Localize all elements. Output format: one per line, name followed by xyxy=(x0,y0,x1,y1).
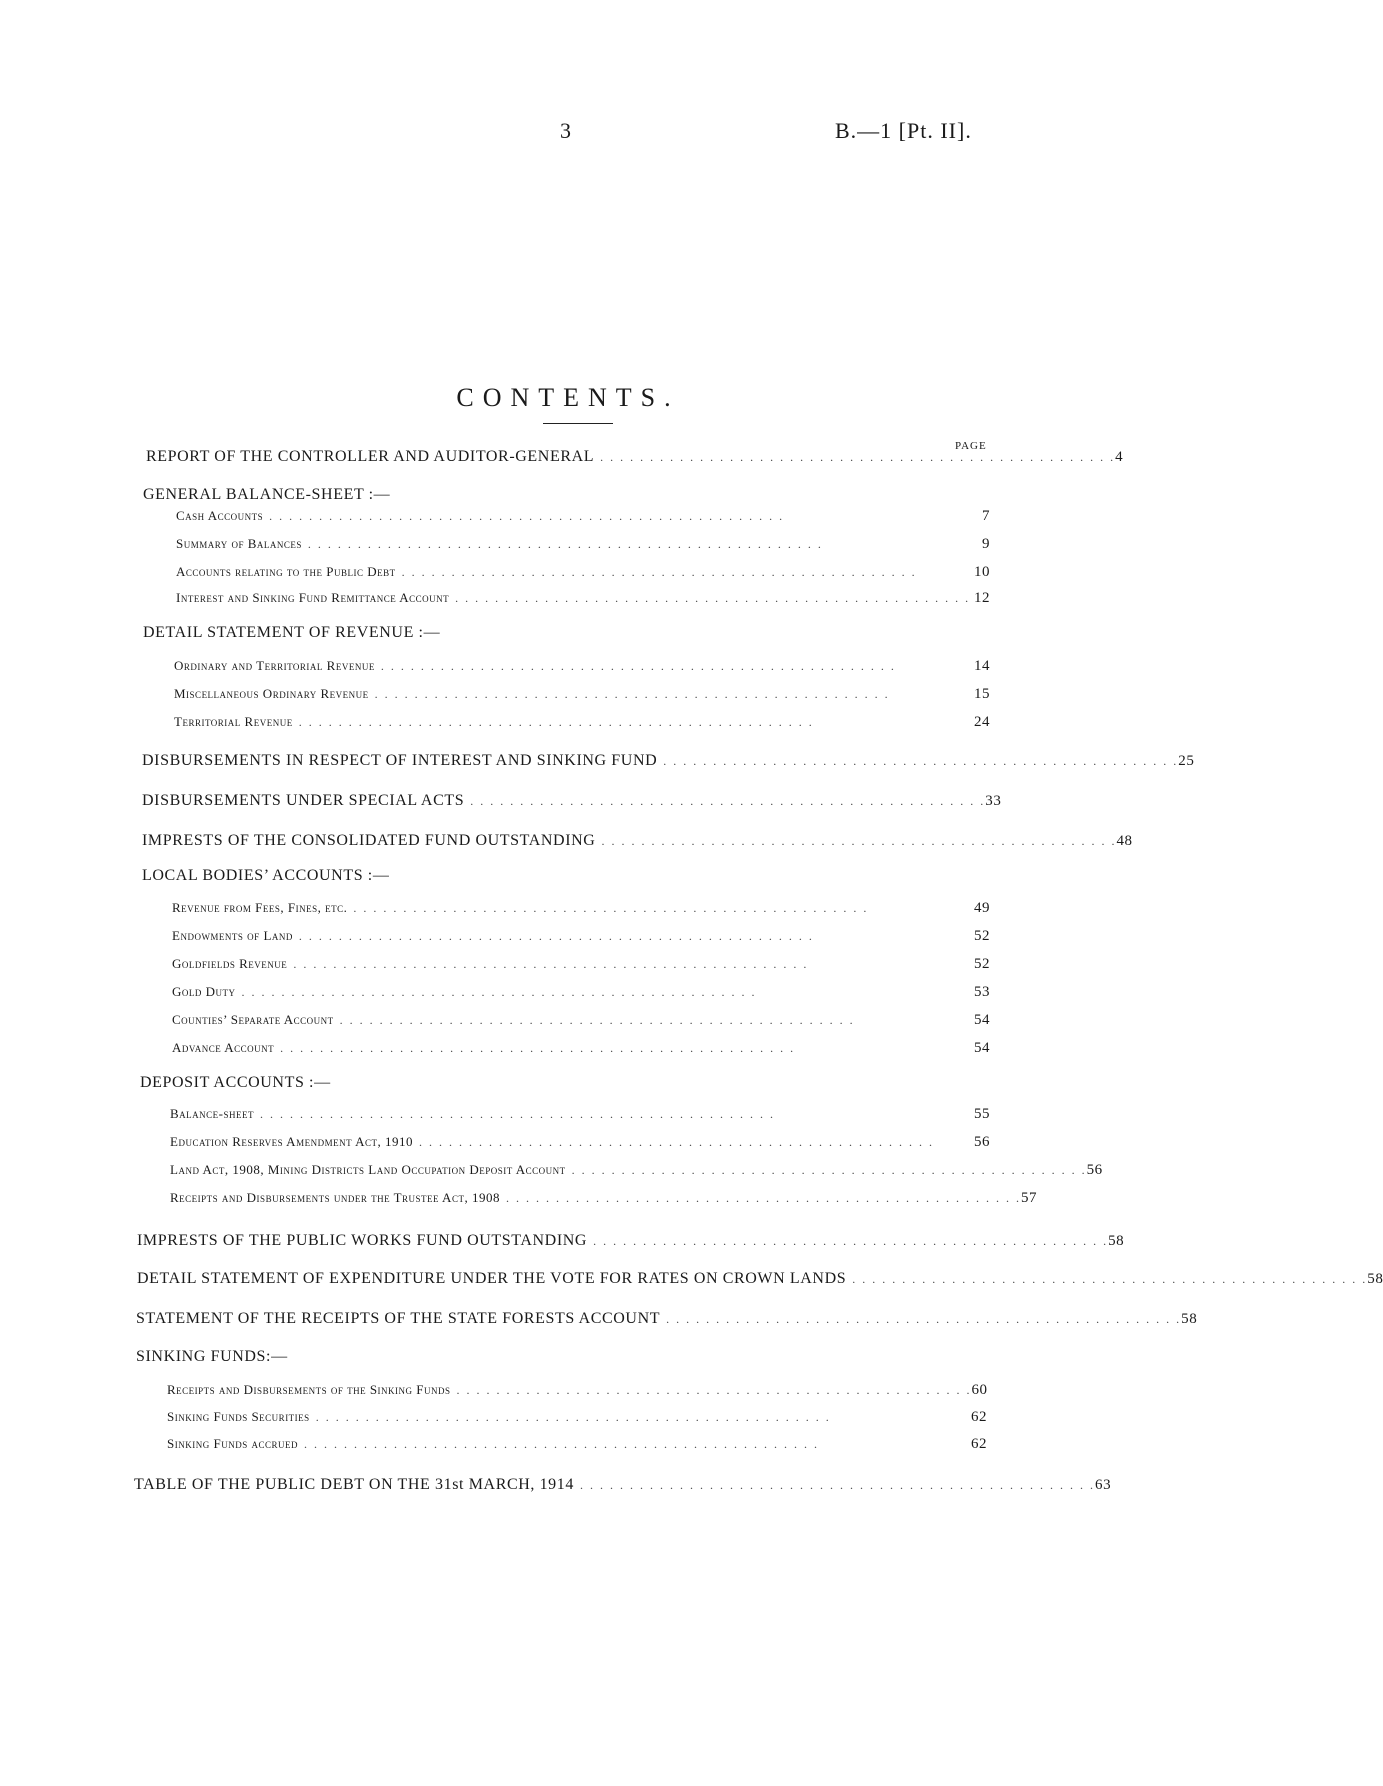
toc-entry-page: 53 xyxy=(974,984,990,1000)
toc-entry-page: 62 xyxy=(971,1409,987,1425)
dot-leader: . . . . . . . . . . . . . . . . . . . . . . . . . . . . . . . . . . . . . . . . . . . . . . . . . . . . xyxy=(280,1041,796,1055)
toc-subentry xyxy=(167,1436,987,1456)
toc-subentry xyxy=(174,714,990,734)
toc-entry xyxy=(137,1232,1125,1252)
section-heading: GENERAL BALANCE-SHEET :— xyxy=(143,486,391,503)
toc-entry xyxy=(134,1476,1112,1496)
document-reference: B.—1 [Pt. II]. xyxy=(835,118,972,143)
toc-subentry xyxy=(176,508,990,528)
toc-subentry xyxy=(167,1409,987,1429)
toc-subentry xyxy=(167,1382,987,1402)
toc-subentry xyxy=(172,1040,990,1060)
toc-entry-page: 10 xyxy=(974,564,990,580)
toc-entry-page: 48 xyxy=(1116,833,1133,849)
dot-leader: . . . . . . . . . . . . . . . . . . . . . . . . . . . . . . . . . . . . . . . . . . . . . . . . . . . . xyxy=(455,591,971,605)
toc-entry-label: IMPRESTS OF THE CONSOLIDATED FUND OUTSTANDING xyxy=(142,832,596,849)
toc-subentry xyxy=(172,984,990,1004)
toc-entry-label: Ordinary and Territorial Revenue xyxy=(174,658,375,673)
dot-leader: . . . . . . . . . . . . . . . . . . . . . . . . . . . . . . . . . . . . . . . . . . . . . . . . . . . . xyxy=(418,1135,934,1149)
toc-entry-label: Advance Account xyxy=(172,1040,275,1055)
toc-subentry xyxy=(172,900,990,920)
toc-entry-label: IMPRESTS OF THE PUBLIC WORKS FUND OUTSTANDING xyxy=(137,1232,588,1249)
dot-leader: . . . . . . . . . . . . . . . . . . . . . . . . . . . . . . . . . . . . . . . . . . . . . . . . . . . . xyxy=(456,1383,972,1397)
toc-entry-page: 52 xyxy=(974,928,990,944)
toc-entry-label: Territorial Revenue xyxy=(174,714,293,729)
toc-subentry xyxy=(176,590,990,610)
toc-entry-label: Counties’ Separate Account xyxy=(172,1012,334,1027)
toc-entry-page: 63 xyxy=(1095,1477,1112,1493)
dot-leader: . . . . . . . . . . . . . . . . . . . . . . . . . . . . . . . . . . . . . . . . . . . . . . . . . . . . xyxy=(852,1272,1368,1286)
dot-leader: . . . . . . . . . . . . . . . . . . . . . . . . . . . . . . . . . . . . . . . . . . . . . . . . . . . . xyxy=(663,754,1179,768)
toc-entry xyxy=(146,448,1124,468)
dot-leader: . . . . . . . . . . . . . . . . . . . . . . . . . . . . . . . . . . . . . . . . . . . . . . . . . . . . xyxy=(353,901,869,915)
toc-entry-page: 54 xyxy=(974,1012,990,1028)
toc-entry-page: 52 xyxy=(974,956,990,972)
toc-subentry xyxy=(170,1162,1103,1182)
toc-entry-label: Interest and Sinking Fund Remittance Account xyxy=(176,590,450,605)
toc-entry-page: 7 xyxy=(982,508,990,524)
dot-leader: . . . . . . . . . . . . . . . . . . . . . . . . . . . . . . . . . . . . . . . . . . . . . . . . . . . . xyxy=(315,1410,831,1424)
toc-entry-page: 58 xyxy=(1181,1311,1198,1327)
dot-leader: . . . . . . . . . . . . . . . . . . . . . . . . . . . . . . . . . . . . . . . . . . . . . . . . . . . . xyxy=(241,985,757,999)
dot-leader: . . . . . . . . . . . . . . . . . . . . . . . . . . . . . . . . . . . . . . . . . . . . . . . . . . . . xyxy=(260,1107,775,1121)
toc-entry-label: REPORT OF THE CONTROLLER AND AUDITOR-GENERAL xyxy=(146,448,595,465)
toc-entry-label: Goldfields Revenue xyxy=(172,956,288,971)
dot-leader: . . . . . . . . . . . . . . . . . . . . . . . . . . . . . . . . . . . . . . . . . . . . . . . . . . . . xyxy=(601,834,1117,848)
toc-entry-page: 60 xyxy=(971,1382,988,1398)
toc-entry-label: Miscellaneous Ordinary Revenue xyxy=(174,686,369,701)
toc-entry-page: 56 xyxy=(1086,1162,1103,1178)
toc-entry-page: 58 xyxy=(1367,1271,1383,1287)
toc-entry-label: Land Act, 1908, Mining Districts Land Occupation Deposit Account xyxy=(170,1162,566,1177)
toc-entry-label: Sinking Funds accrued xyxy=(167,1436,298,1451)
toc-subentry xyxy=(176,564,990,584)
toc-subentry xyxy=(172,956,990,976)
toc-entry xyxy=(137,1270,1383,1290)
toc-entry-page: 12 xyxy=(974,590,990,606)
dot-leader: . . . . . . . . . . . . . . . . . . . . . . . . . . . . . . . . . . . . . . . . . . . . . . . . . . . . xyxy=(298,929,814,943)
dot-leader: . . . . . . . . . . . . . . . . . . . . . . . . . . . . . . . . . . . . . . . . . . . . . . . . . . . . xyxy=(307,537,823,551)
toc-entry-label: Revenue from Fees, Fines, etc. xyxy=(172,900,348,915)
toc-entry xyxy=(142,832,1133,852)
dot-leader: . . . . . . . . . . . . . . . . . . . . . . . . . . . . . . . . . . . . . . . . . . . . . . . . . . . . xyxy=(666,1312,1182,1326)
dot-leader: . . . . . . . . . . . . . . . . . . . . . . . . . . . . . . . . . . . . . . . . . . . . . . . . . . . . xyxy=(580,1478,1095,1492)
toc-entry-label: Summary of Balances xyxy=(176,536,302,551)
dot-leader: . . . . . . . . . . . . . . . . . . . . . . . . . . . . . . . . . . . . . . . . . . . . . . . . . . . . xyxy=(600,450,1116,464)
page-column-label: PAGE xyxy=(955,440,987,452)
dot-leader: . . . . . . . . . . . . . . . . . . . . . . . . . . . . . . . . . . . . . . . . . . . . . . . . . . . . xyxy=(380,659,896,673)
page-number: 3 xyxy=(560,118,571,143)
dot-leader: . . . . . . . . . . . . . . . . . . . . . . . . . . . . . . . . . . . . . . . . . . . . . . . . . . . . xyxy=(401,565,917,579)
toc-entry-label: Receipts and Disbursements of the Sinking Funds xyxy=(167,1382,451,1397)
toc-entry-page: 9 xyxy=(982,536,990,552)
toc-subentry xyxy=(174,686,990,706)
toc-entry xyxy=(136,1310,1198,1330)
toc-entry-page: 58 xyxy=(1108,1233,1125,1249)
toc-entry-label: STATEMENT OF THE RECEIPTS OF THE STATE FORESTS ACCOUNT xyxy=(136,1310,661,1327)
toc-entry-page: 55 xyxy=(974,1106,990,1122)
toc-entry-label: Sinking Funds Securities xyxy=(167,1409,310,1424)
toc-entry-page: 15 xyxy=(974,686,990,702)
toc-entry-label: Cash Accounts xyxy=(176,508,264,523)
dot-leader: . . . . . . . . . . . . . . . . . . . . . . . . . . . . . . . . . . . . . . . . . . . . . . . . . . . . xyxy=(505,1191,1021,1205)
toc-entry-page: 57 xyxy=(1020,1190,1037,1206)
toc-entry-label: Education Reserves Amendment Act, 1910 xyxy=(170,1134,413,1149)
toc-entry-page: 24 xyxy=(974,714,990,730)
toc-entry xyxy=(142,792,1002,812)
section-heading: DEPOSIT ACCOUNTS :— xyxy=(140,1074,331,1091)
dot-leader: . . . . . . . . . . . . . . . . . . . . . . . . . . . . . . . . . . . . . . . . . . . . . . . . . . . . xyxy=(593,1234,1109,1248)
toc-entry-page: 62 xyxy=(971,1436,987,1452)
section-heading: LOCAL BODIES’ ACCOUNTS :— xyxy=(142,867,390,884)
title-rule xyxy=(543,423,613,424)
toc-entry-page: 56 xyxy=(974,1134,990,1150)
toc-entry-label: DETAIL STATEMENT OF EXPENDITURE UNDER THE VOTE FOR RATES ON CROWN LANDS xyxy=(137,1270,847,1287)
dot-leader: . . . . . . . . . . . . . . . . . . . . . . . . . . . . . . . . . . . . . . . . . . . . . . . . . . . . xyxy=(298,715,814,729)
dot-leader: . . . . . . . . . . . . . . . . . . . . . . . . . . . . . . . . . . . . . . . . . . . . . . . . . . . . xyxy=(571,1163,1087,1177)
toc-entry-label: Gold Duty xyxy=(172,984,236,999)
dot-leader: . . . . . . . . . . . . . . . . . . . . . . . . . . . . . . . . . . . . . . . . . . . . . . . . . . . . xyxy=(339,1013,855,1027)
dot-leader: . . . . . . . . . . . . . . . . . . . . . . . . . . . . . . . . . . . . . . . . . . . . . . . . . . . . xyxy=(293,957,809,971)
toc-subentry xyxy=(174,658,990,678)
toc-entry-page: 33 xyxy=(985,793,1002,809)
toc-entry-label: Receipts and Disbursements under the Trustee Act, 1908 xyxy=(170,1190,500,1205)
toc-entry-label: Endowments of Land xyxy=(172,928,293,943)
toc-entry-label: Balance-sheet xyxy=(170,1106,254,1121)
toc-subentry xyxy=(176,536,990,556)
toc-entry-label: DISBURSEMENTS IN RESPECT OF INTEREST AND SINKING FUND xyxy=(142,752,658,769)
toc-subentry xyxy=(170,1190,1037,1210)
toc-subentry xyxy=(172,928,990,948)
toc-entry xyxy=(142,752,1195,772)
toc-entry-page: 14 xyxy=(974,658,990,674)
dot-leader: . . . . . . . . . . . . . . . . . . . . . . . . . . . . . . . . . . . . . . . . . . . . . . . . . . . . xyxy=(470,794,986,808)
toc-entry-label: Accounts relating to the Public Debt xyxy=(176,564,396,579)
toc-subentry xyxy=(172,1012,990,1032)
toc-subentry xyxy=(170,1106,990,1126)
dot-leader: . . . . . . . . . . . . . . . . . . . . . . . . . . . . . . . . . . . . . . . . . . . . . . . . . . . . xyxy=(303,1437,819,1451)
toc-entry-page: 4 xyxy=(1115,449,1124,465)
contents-title: CONTENTS. xyxy=(456,383,680,412)
toc-entry-page: 54 xyxy=(974,1040,990,1056)
dot-leader: . . . . . . . . . . . . . . . . . . . . . . . . . . . . . . . . . . . . . . . . . . . . . . . . . . . . xyxy=(269,509,785,523)
toc-subentry xyxy=(170,1134,990,1154)
dot-leader: . . . . . . . . . . . . . . . . . . . . . . . . . . . . . . . . . . . . . . . . . . . . . . . . . . . . xyxy=(374,687,890,701)
toc-entry-label: TABLE OF THE PUBLIC DEBT ON THE 31st MARCH, 1914 xyxy=(134,1476,574,1493)
toc-entry-page: 25 xyxy=(1178,753,1195,769)
toc-entry-page: 49 xyxy=(974,900,990,916)
section-heading: DETAIL STATEMENT OF REVENUE :— xyxy=(143,624,441,641)
toc-entry-label: DISBURSEMENTS UNDER SPECIAL ACTS xyxy=(142,792,465,809)
section-heading: SINKING FUNDS:— xyxy=(136,1348,288,1365)
